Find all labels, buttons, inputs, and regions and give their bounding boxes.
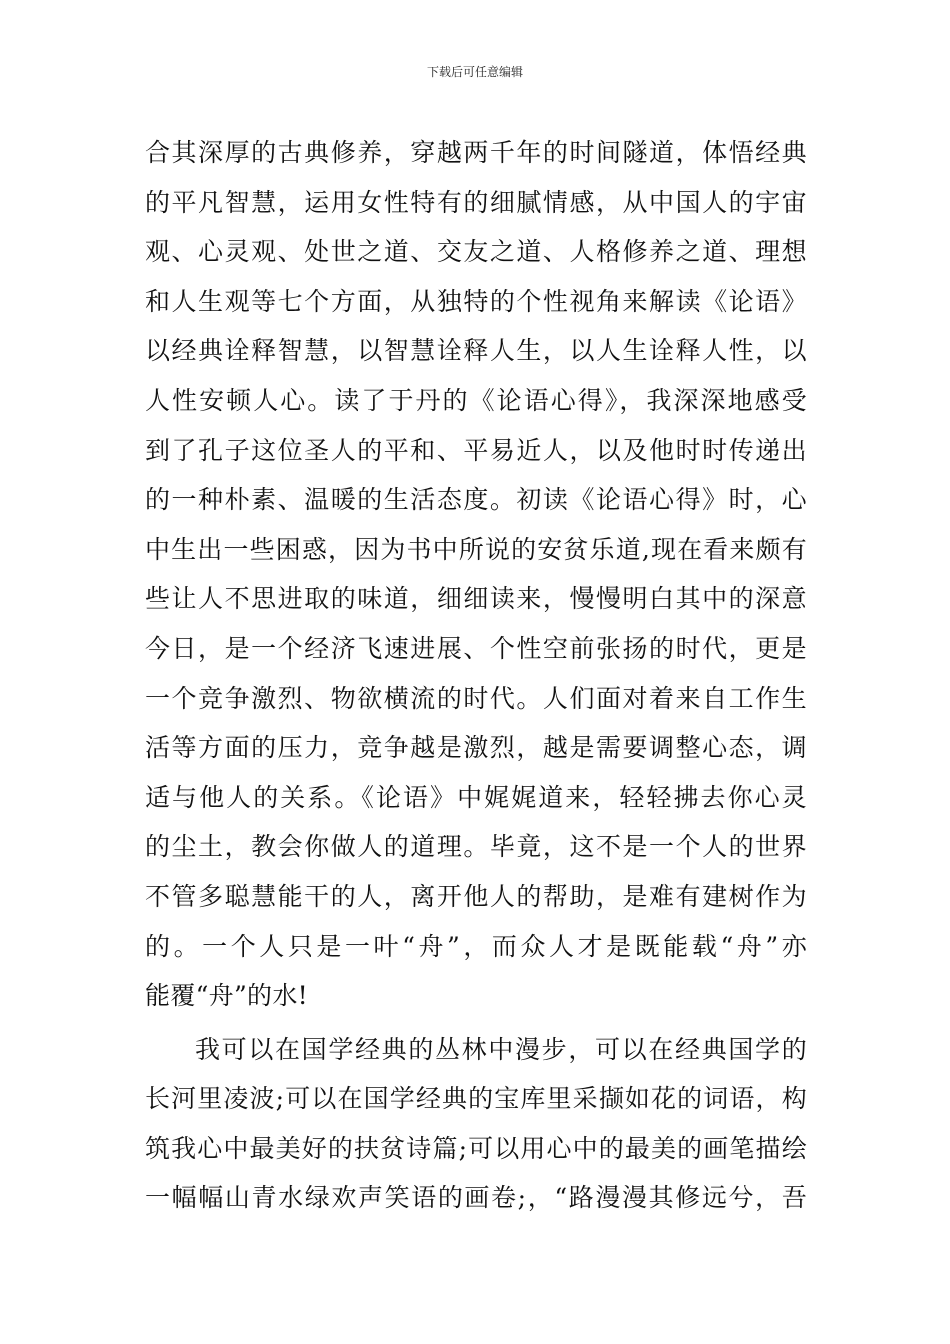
text-line: 的。一个人只是一叶“舟”，而众人才是既能载“舟”亦 [145, 931, 807, 961]
text-line: 的尘土，教会你做人的道理。毕竟，这不是一个人的世界 [145, 832, 807, 862]
text-line: 观、心灵观、处世之道、交友之道、人格修养之道、理想 [145, 237, 807, 267]
text-line: 以经典诠释智慧，以智慧诠释人生，以人生诠释人性，以 [145, 336, 807, 366]
text-line: 合其深厚的古典修养，穿越两千年的时间隧道，体悟经典 [145, 138, 807, 167]
text-line: 人性安顿人心。读了于丹的《论语心得》，我深深地感受 [145, 385, 807, 415]
text-line: 不管多聪慧能干的人，离开他人的帮助，是难有建树作为 [145, 881, 807, 911]
text-line: 和人生观等七个方面，从独特的个性视角来解读《论语》 [145, 286, 807, 316]
text-line: 适与他人的关系。《论语》中娓娓道来，轻轻拂去你心灵 [145, 782, 807, 812]
paragraph-1 [145, 128, 807, 1021]
text-line: 能覆“舟”的水! [145, 981, 309, 1011]
text-line: 长河里凌波;可以在国学经典的宝库里采撷如花的词语，构 [145, 1084, 807, 1114]
text-line: 到了孔子这位圣人的平和、平易近人，以及他时时传递出 [145, 435, 807, 465]
paragraph-2 [145, 1025, 807, 1223]
text-line: 筑我心中最美好的扶贫诗篇;可以用心中的最美的画笔描绘 [145, 1133, 807, 1163]
text-line: 些让人不思进取的味道，细细读来，慢慢明白其中的深意 [145, 584, 807, 614]
text-line: 一幅幅山青水绿欢声笑语的画卷;，“路漫漫其修远兮，吾 [145, 1183, 807, 1213]
text-line: 今日，是一个经济飞速进展、个性空前张扬的时代，更是 [145, 633, 807, 663]
document-body [145, 128, 807, 1223]
text-line: 我可以在国学经典的丛林中漫步，可以在经典国学的 [195, 1034, 807, 1064]
text-line: 一个竞争激烈、物欲横流的时代。人们面对着来自工作生 [145, 683, 807, 713]
text-line: 活等方面的压力，竞争越是激烈，越是需要调整心态，调 [145, 733, 807, 763]
text-line: 的平凡智慧，运用女性特有的细腻情感，从中国人的宇宙 [145, 187, 807, 217]
page-header: 下载后可任意编辑 [426, 65, 523, 79]
text-line: 中生出一些困惑，因为书中所说的安贫乐道,现在看来颇有 [145, 534, 807, 564]
text-line: 的一种朴素、温暖的生活态度。初读《论语心得》时，心 [145, 485, 807, 515]
